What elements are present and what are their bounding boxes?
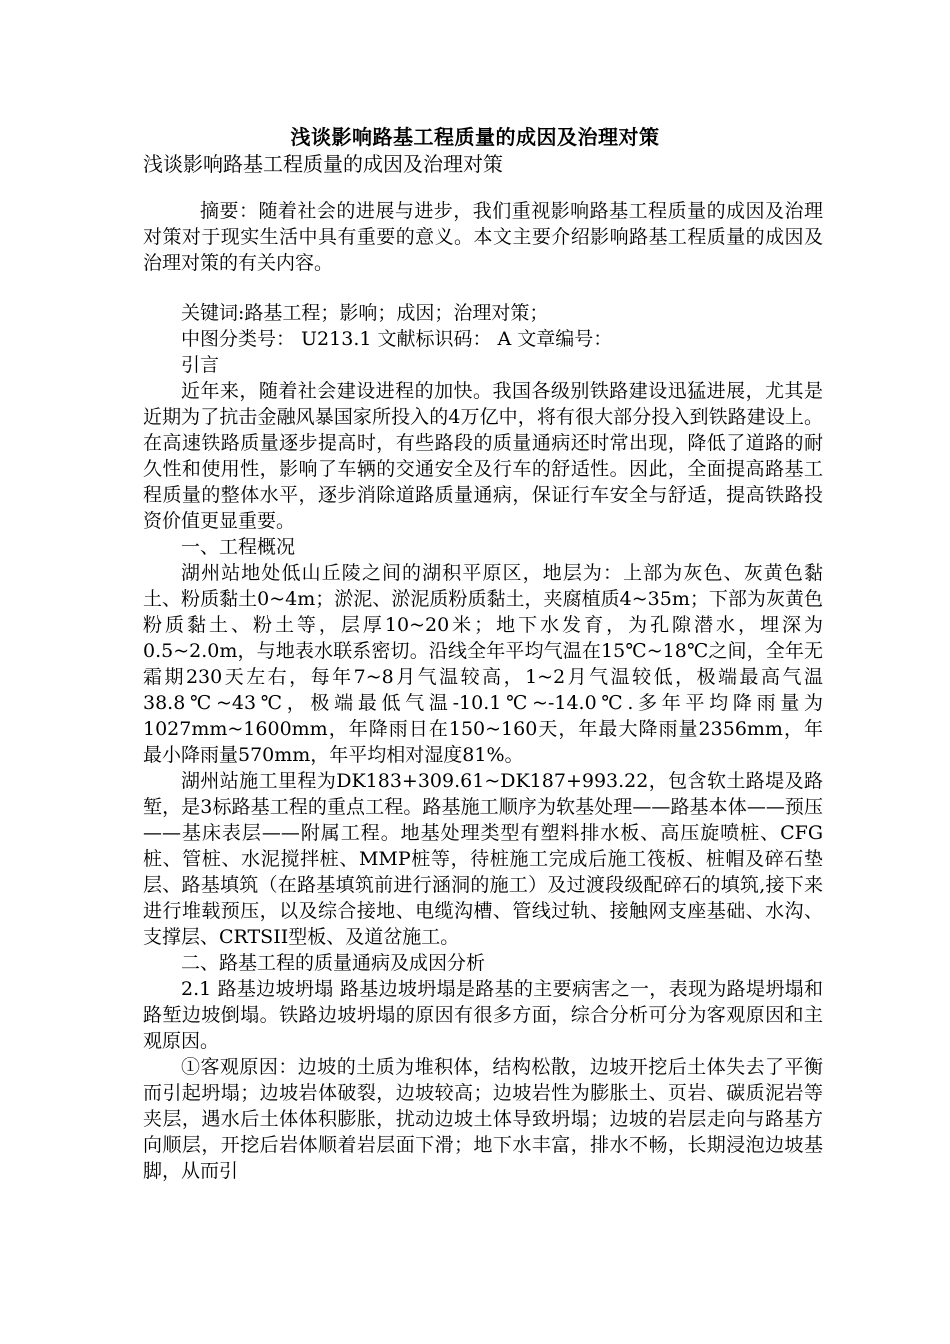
document-title: 浅谈影响路基工程质量的成因及治理对策 <box>290 125 660 149</box>
spacer <box>143 276 823 300</box>
document-subtitle: 浅谈影响路基工程质量的成因及治理对策 <box>143 152 503 176</box>
section2-heading: 二、路基工程的质量通病及成因分析 <box>181 952 486 974</box>
section1-paragraph-2: 湖州站施工里程为DK183+309.61~DK187+993.22，包含软土路堤及路堑，是3标路基工程的重点工程。路基施工顺序为软基处理——路基本体——预压——基床表层——附属工程。地基处理类型有塑料排水板、高压旋喷桩、CFG桩、管桩、水泥搅拌桩、MMP桩等，待桩施工完成后施工筏板、桩帽及碎石垫层、路基填筑（在路基填筑前进行涵洞的施工）及过渡段级配碎石的填筑,接下来进行堆载预压，以及综合接地、电缆沟槽、管线过轨、接触网支座基础、水沟、支撑层、CRTSII型板、及道岔施工。 <box>143 770 823 948</box>
section2-paragraph-1: 2.1 路基边坡坍塌 路基边坡坍塌是路基的主要病害之一，表现为路堤坍塌和路堑边坡倒塌。铁路边坡坍塌的原因有很多方面，综合分析可分为客观原因和主观原因。 <box>143 978 823 1052</box>
section1-heading: 一、工程概况 <box>181 536 296 558</box>
abstract-paragraph: 摘要：随着社会的进展与进步，我们重视影响路基工程质量的成因及治理对策对于现实生活中具有重要的意义。本文主要介绍影响路基工程质量的成因及治理对策的有关内容。 <box>143 200 823 274</box>
intro-paragraph: 近年来，随着社会建设进程的加快。我国各级别铁路建设迅猛进展，尤其是近期为了抗击金融风暴国家所投入的4万亿中，将有很大部分投入到铁路建设上。在高速铁路质量逐步提高时，有些路段的质量通病还时常出现，降低了道路的耐久性和使用性，影响了车辆的交通安全及行车的舒适性。因此，全面提高路基工程质量的整体水平，逐步消除道路质量通病，保证行车安全与舒适，提高铁路投资价值更显重要。 <box>143 380 823 532</box>
section2-paragraph-2: ①客观原因：边坡的土质为堆积体，结构松散，边坡开挖后土体失去了平衡而引起坍塌；边坡岩体破裂，边坡较高；边坡岩性为膨胀土、页岩、碳质泥岩等夹层，遇水后土体体积膨胀，扰动边坡土体导致坍塌；边坡的岩层走向与路基方向顺层，开挖后岩体顺着岩层面下滑；地下水丰富，排水不畅，长期浸泡边坡基脚，从而引 <box>143 1056 823 1182</box>
section1-paragraph-1: 湖州站地处低山丘陵之间的湖积平原区，地层为：上部为灰色、灰黄色黏土、粉质黏土0~4m；淤泥、淤泥质粉质黏土，夹腐植质4~35m；下部为灰黄色粉质黏土、粉土等，层厚10~20米；地下水发育，为孔隙潜水，埋深为0.5~2.0m，与地表水联系密切。沿线全年平均气温在15℃~18℃之间，全年无霜期230天左右，每年7~8月气温较高，1~2月气温较低，极端最高气温38.8℃~43℃，极端最低气温-10.1℃~-14.0℃.多年平均降雨量为1027mm~1600mm，年降雨日在150~160天，年最大降雨量2356mm，年最小降雨量570mm，年平均相对湿度81%。 <box>143 562 823 766</box>
intro-heading: 引言 <box>181 354 220 376</box>
keywords-line: 关键词:路基工程；影响；成因；治理对策； <box>181 302 549 324</box>
document-body <box>143 198 823 1184</box>
classification-line: 中图分类号： U213.1 文献标识码： A 文章编号： <box>181 328 613 350</box>
